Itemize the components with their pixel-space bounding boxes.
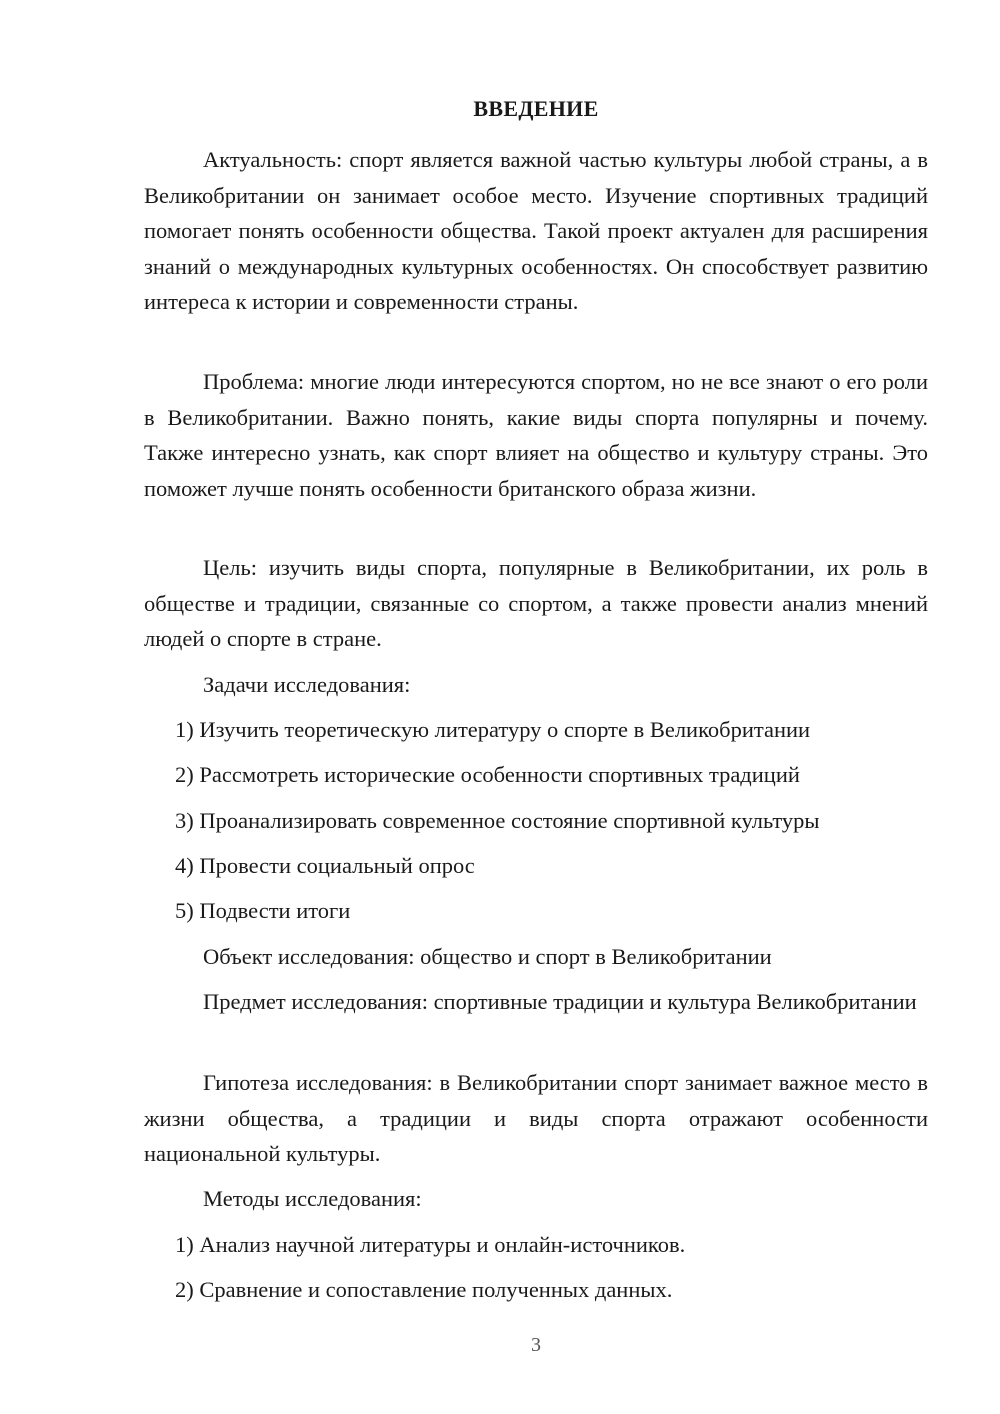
method-item-2: 2) Сравнение и сопоставление полученных данных. — [175, 1277, 673, 1302]
task-item-3: 3) Проанализировать современное состояние спортивной культуры — [175, 808, 820, 833]
page-title: ВВЕДЕНИЕ — [473, 96, 599, 121]
subject-paragraph: Предмет исследования: спортивные традиции и культура Великобритании — [203, 989, 917, 1014]
task-item-2: 2) Рассмотреть исторические особенности спортивных традиций — [175, 762, 800, 787]
tasks-heading: Задачи исследования: — [203, 672, 411, 697]
page-number: 3 — [531, 1334, 541, 1356]
task-item-4: 4) Провести социальный опрос — [175, 853, 475, 878]
method-item-1: 1) Анализ научной литературы и онлайн-источников. — [175, 1232, 686, 1257]
hypothesis-paragraph: Гипотеза исследования: в Великобритании спорт занимает важное место в жизни общества, а традиции и виды спорта отражают особенности национальной культуры. — [144, 1070, 928, 1166]
goal-paragraph: Цель: изучить виды спорта, популярные в Великобритании, их роль в обществе и традиции, связанные со спортом, а также провести анализ мнений людей о спорте в стране. — [144, 555, 928, 651]
relevance-paragraph: Актуальность: спорт является важной частью культуры любой страны, а в Великобритании он занимает особое место. Изучение спортивных традиций помогает понять особенности общества. Такой проект актуален для расширения знаний о международных культурных особенностях. Он способствует развитию интереса к истории и современности страны. — [144, 147, 928, 314]
task-item-1: 1) Изучить теоретическую литературу о спорте в Великобритании — [175, 717, 811, 742]
object-line: Объект исследования: общество и спорт в Великобритании — [203, 944, 772, 969]
methods-heading: Методы исследования: — [203, 1186, 422, 1211]
task-item-5: 5) Подвести итоги — [175, 898, 351, 923]
problem-paragraph: Проблема: многие люди интересуются спортом, но не все знают о его роли в Великобритании. Важно понять, какие виды спорта популярны и почему. Также интересно узнать, как спорт влияет на общество и культуру страны. Это поможет лучше понять особенности британского образа жизни. — [144, 369, 928, 501]
